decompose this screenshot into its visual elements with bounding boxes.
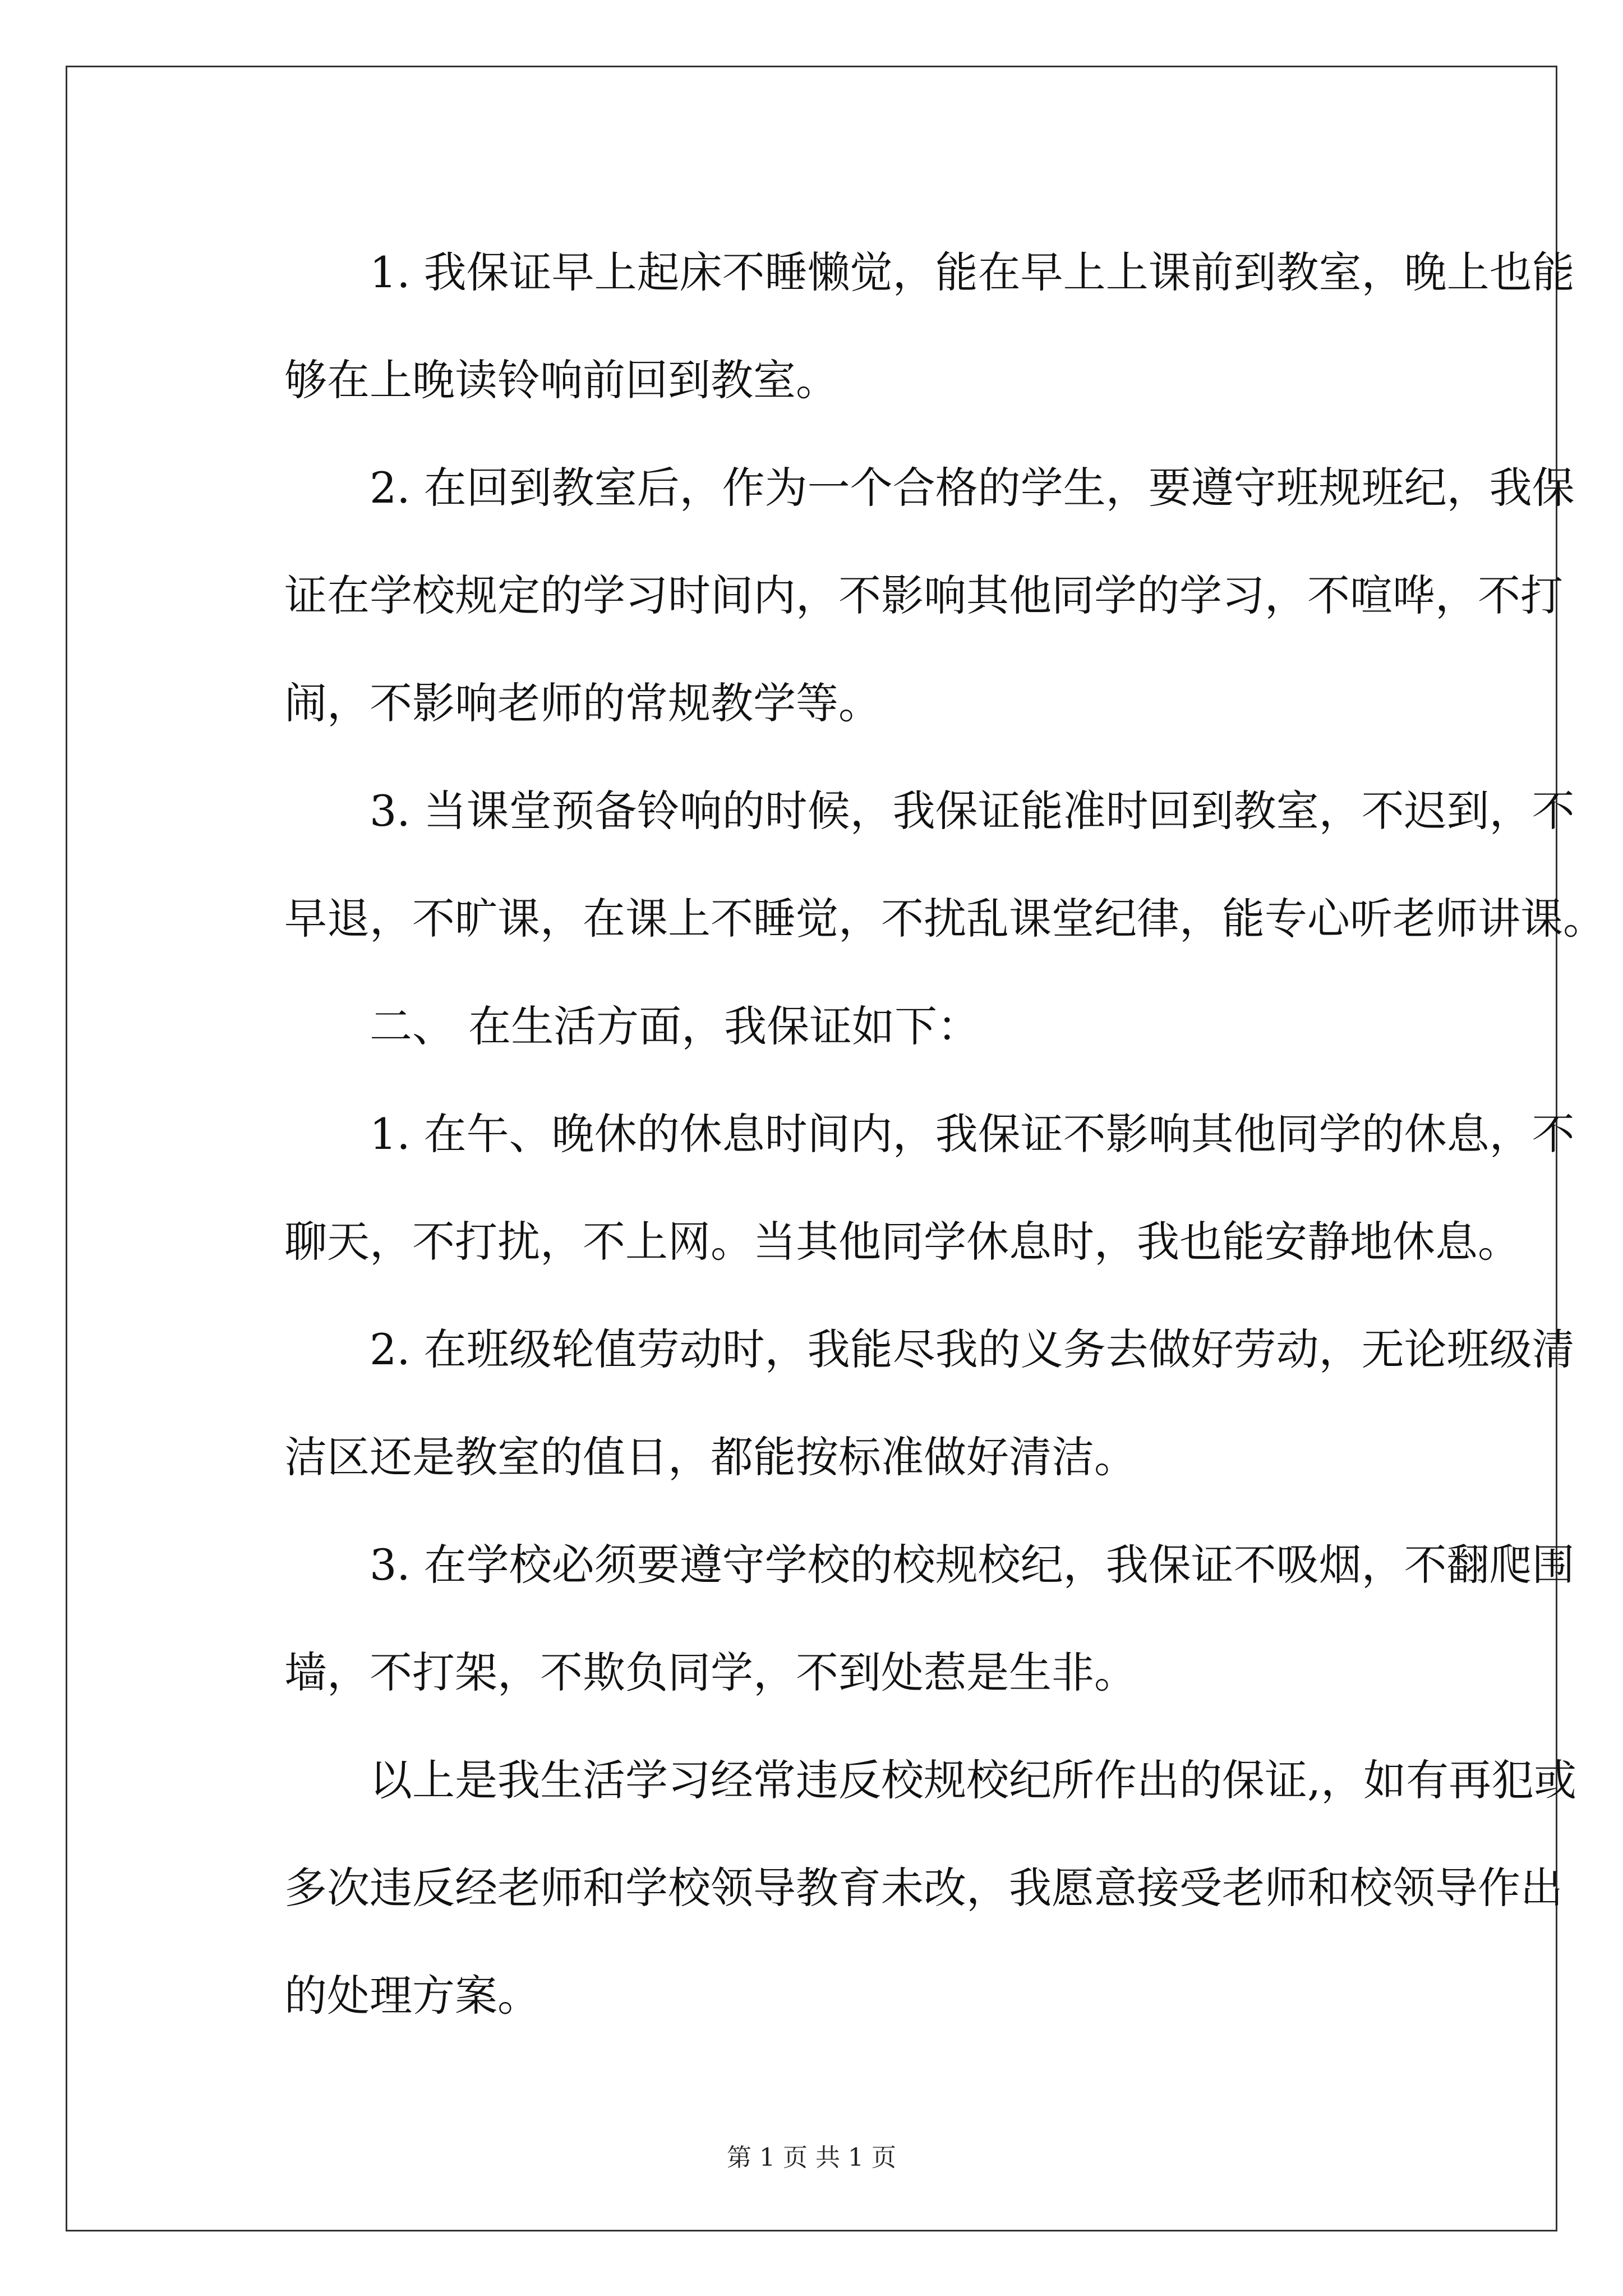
text-line: 洁区还是教室的值日，都能按标准做好清洁。 bbox=[284, 1432, 1137, 1482]
paragraph-life-2 bbox=[199, 1296, 1575, 1511]
section-heading-life bbox=[199, 973, 1433, 1080]
text-line: 闹，不影响老师的常规教学等。 bbox=[284, 678, 881, 728]
text-line: 墙，不打架，不欺负同学，不到处惹是生非。 bbox=[284, 1648, 1137, 1697]
paragraph-study-1 bbox=[199, 219, 1575, 434]
text-line: 1. 我保证早上起床不睡懒觉，能在早上上课前到教室，晚上也能 bbox=[370, 247, 1575, 297]
text-line: 早退，不旷课，在课上不睡觉，不扰乱课堂纪律，能专心听老师讲课。 bbox=[284, 894, 1606, 944]
text-line: 3. 当课堂预备铃响的时候，我保证能准时回到教室，不迟到，不 bbox=[370, 786, 1575, 836]
text-line: 证在学校规定的学习时间内，不影响其他同学的学习，不喧哗，不打 bbox=[284, 570, 1563, 620]
paragraph-conclusion bbox=[199, 1727, 1577, 2050]
text-line: 2. 在回到教室后，作为一个合格的学生，要遵守班规班纪，我保 bbox=[370, 463, 1575, 513]
paragraph-study-3 bbox=[199, 757, 1606, 973]
text-line: 2. 在班级轮值劳动时，我能尽我的义务去做好劳动，无论班级清 bbox=[370, 1324, 1575, 1374]
text-line: 1. 在午、晚休的休息时间内，我保证不影响其他同学的休息，不 bbox=[370, 1109, 1575, 1159]
text-line: 聊天，不打扰，不上网。当其他同学休息时，我也能安静地休息。 bbox=[284, 1217, 1520, 1267]
text-line: 3. 在学校必须要遵守学校的校规校纪，我保证不吸烟，不翻爬围 bbox=[370, 1540, 1575, 1590]
document-body bbox=[199, 219, 1606, 2050]
text-line: 的处理方案。 bbox=[284, 1971, 540, 2021]
paragraph-life-1 bbox=[199, 1080, 1575, 1296]
text-line: 多次违反经老师和学校领导教育未改，我愿意接受老师和校领导作出 bbox=[284, 1863, 1563, 1913]
text-line: 够在上晚读铃响前回到教室。 bbox=[284, 355, 838, 405]
paragraph-life-3 bbox=[199, 1511, 1575, 1727]
text-line: 以上是我生活学习经常违反校规校纪所作出的保证,，如有再犯或 bbox=[370, 1755, 1577, 1805]
paragraph-study-2 bbox=[199, 434, 1575, 757]
page-footer: 第 1 页 共 1 页 bbox=[727, 2143, 896, 2172]
text-line: 二、 在生活方面，我保证如下： bbox=[370, 1001, 980, 1051]
